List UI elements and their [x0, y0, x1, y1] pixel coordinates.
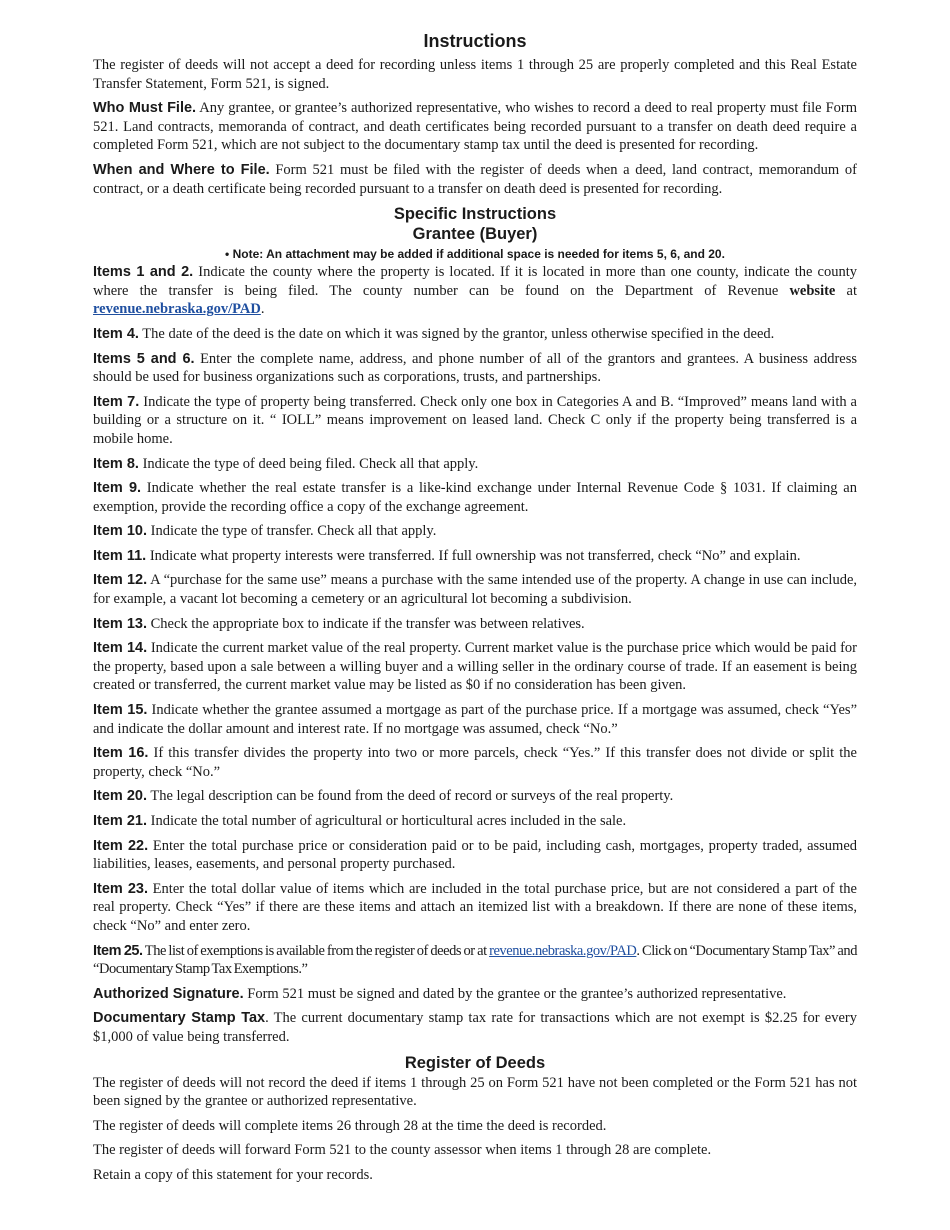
attachment-note: • Note: An attachment may be added if additional space is needed for items 5, 6, and 20. — [225, 247, 725, 262]
item-text: If this transfer divides the property into two or more parcels, check “Yes.” If this transfer does not divide or split the property, check “No.” — [93, 745, 857, 780]
exemptions-link[interactable]: revenue.nebraska.gov/PAD — [489, 942, 637, 959]
item-text: The legal description can be found from the deed of record or surveys of the real property. — [147, 788, 674, 805]
item-text: Indicate the type of transfer. Check all that apply. — [147, 523, 437, 540]
item-text: Check the appropriate box to indicate if the transfer was between relatives. — [147, 615, 585, 632]
stamp-tax-label: Documentary Stamp Tax — [93, 1010, 266, 1027]
item-label: Item 13. — [93, 615, 147, 632]
item-text: Enter the complete name, address, and phone number of all of the grantors and grantees. A business address should be used for business organizations such as corporations, trusts, and partnerships. — [93, 350, 858, 386]
item-text: Indicate the total number of agricultural or horticultural acres included in the sale. — [147, 813, 627, 829]
who-must-file-paragraph — [93, 99, 857, 155]
grantee-heading: Grantee (Buyer) — [412, 225, 538, 244]
register-paragraph: The register of deeds will complete items 26 through 28 at the time the deed is recorded. — [93, 1117, 607, 1134]
page-title: Instructions — [423, 31, 527, 51]
register-of-deeds-heading: Register of Deeds — [404, 1053, 546, 1072]
item-paragraph — [93, 812, 857, 831]
stamp-tax-text: . The current documentary stamp tax rate for transactions which are not exempt is $2.25 for every $1,000 of value being transferred. — [93, 1010, 857, 1045]
item-1-2-label: Items 1 and 2. — [93, 264, 194, 281]
item-label: Item 11. — [93, 547, 147, 564]
item-1-2-paragraph — [93, 263, 857, 319]
item-paragraph — [93, 571, 857, 608]
instructions-page — [93, 30, 857, 1191]
item-paragraph — [93, 837, 857, 874]
item-paragraph — [93, 880, 857, 936]
item-label: Item 22. — [93, 837, 149, 854]
item-label: Item 20. — [93, 788, 147, 805]
item-25-text: The list of exemptions is available from the register of deeds or at — [142, 942, 490, 959]
item-paragraph — [93, 350, 857, 387]
item-25-label: Item 25. — [93, 942, 143, 959]
item-label: Items 5 and 6. — [93, 350, 195, 367]
stamp-tax-paragraph — [93, 1009, 857, 1046]
item-paragraph — [93, 787, 857, 806]
item-paragraph — [93, 393, 857, 449]
signature-paragraph — [93, 985, 857, 1004]
item-text: Enter the total purchase price or consideration paid or to be paid, including cash, mortgages, property traded, assumed liabilities, leases, easements, and personal property purchased. — [93, 837, 858, 873]
item-list — [93, 325, 857, 936]
item-paragraph — [93, 744, 857, 781]
item-paragraph — [93, 639, 857, 695]
item-text: Indicate whether the grantee assumed a mortgage as part of the purchase price. If a mortgage was assumed, check “Yes” and indicate the dollar amount and interest rate. If no mortgage was assumed, check “No.” — [93, 702, 858, 737]
item-25-after: . Click on “Documentary Stamp Tax” and “Documentary Stamp Tax Exemptions.” — [93, 942, 858, 978]
item-paragraph — [93, 479, 857, 516]
item-paragraph — [93, 701, 857, 738]
item-1-2-end: . — [260, 301, 265, 318]
item-1-2-text: Indicate the county where the property is located. If it is located in more than one county, indicate the county where the transfer is being filed. The county number can be found on the Department of Revenue — [93, 264, 857, 299]
item-label: Item 23. — [93, 880, 149, 897]
item-label: Item 10. — [93, 523, 147, 540]
item-text: Indicate whether the real estate transfer is a like-kind exchange under Internal Revenue Code § 1031. If claiming an exemption, provide the recording office a copy of the exchange agreement. — [93, 480, 857, 515]
item-label: Item 7. — [93, 393, 140, 410]
when-where-label: When and Where to File. — [93, 161, 270, 178]
intro-paragraph: The register of deeds will not accept a deed for recording unless items 1 through 25 are properly completed and this Real Estate Transfer Statement, Form 521, is signed. — [93, 57, 857, 92]
item-1-2-after: at — [835, 282, 858, 299]
item-label: Item 9. — [93, 480, 142, 497]
item-label: Item 16. — [93, 745, 149, 762]
item-text: Indicate the current market value of the real property. Current market value is the purchase price which would be paid for the property, based upon a sale between a willing buyer and a willing seller in the ordinary course of trade. If an easement is being created or transferred, the current market value may be listed as $0 if no consideration has been given. — [93, 640, 857, 694]
item-text: The date of the deed is the date on which it was signed by the grantor, unless otherwise specified in the deed. — [138, 325, 775, 342]
item-label: Item 4. — [93, 325, 139, 342]
item-label: Item 14. — [93, 640, 148, 657]
revenue-pad-link[interactable]: revenue.nebraska.gov/PAD — [93, 301, 261, 318]
when-where-text: Form 521 must be filed with the register of deeds when a deed, land contract, memorandum of contract, or a death certificate being recorded pursuant to a transfer on death deed is presented for recording. — [93, 161, 857, 197]
item-label: Item 8. — [93, 455, 139, 472]
item-25-paragraph — [93, 942, 857, 979]
register-paragraph: Retain a copy of this statement for your records. — [93, 1166, 373, 1183]
item-paragraph — [93, 547, 857, 566]
item-text: A “purchase for the same use” means a purchase with the same intended use of the property. A change in use can include, for example, a vacant lot becoming a cemetery or an agricultural lot becoming a subdivision. — [93, 572, 858, 608]
item-label: Item 12. — [93, 572, 148, 589]
item-text: Indicate what property interests were transferred. If full ownership was not transferred, check “No” and explain. — [146, 547, 801, 564]
item-text: Enter the total dollar value of items which are included in the total purchase price, but are not considered a part of the real property. Check “Yes” if there are these items and attach an itemized list with a breakdown. If there are none of these items, check “No” and enter zero. — [93, 880, 857, 934]
item-paragraph — [93, 455, 857, 474]
item-paragraph — [93, 325, 857, 344]
register-paragraph: The register of deeds will forward Form 521 to the county assessor when items 1 through 28 are complete. — [93, 1142, 712, 1159]
item-label: Item 21. — [93, 813, 147, 829]
item-paragraph — [93, 615, 857, 634]
signature-text: Form 521 must be signed and dated by the grantee or the grantee’s authorized representative. — [243, 985, 787, 1002]
item-paragraph — [93, 522, 857, 541]
who-must-file-text: Any grantee, or grantee’s authorized representative, who wishes to record a deed to real property must file Form 521. Land contracts, memoranda of contract, and death certificates being recorded pursuant to a transfer on death deed require a completed Form 521, which are not subject to the documentary stamp tax until the deed is presented for recording. — [93, 100, 857, 154]
item-text: Indicate the type of deed being filed. Check all that apply. — [138, 455, 479, 472]
signature-label: Authorized Signature. — [93, 985, 244, 1002]
item-label: Item 15. — [93, 702, 148, 719]
specific-instructions-heading: Specific Instructions — [393, 205, 557, 224]
register-paragraph: The register of deeds will not record the deed if items 1 through 25 on Form 521 have not been completed or the Form 521 has not been signed by the grantee or authorized representative. — [93, 1074, 857, 1110]
when-where-paragraph — [93, 161, 857, 198]
website-word: website — [789, 282, 836, 299]
who-must-file-label: Who Must File. — [93, 100, 197, 117]
item-text: Indicate the type of property being transferred. Check only one box in Categories A and B. “Improved” means land with a building or a structure on it. “ IOLL” means improvement on leased land. Check C only if the property being transferred is a mobile home. — [93, 393, 857, 447]
